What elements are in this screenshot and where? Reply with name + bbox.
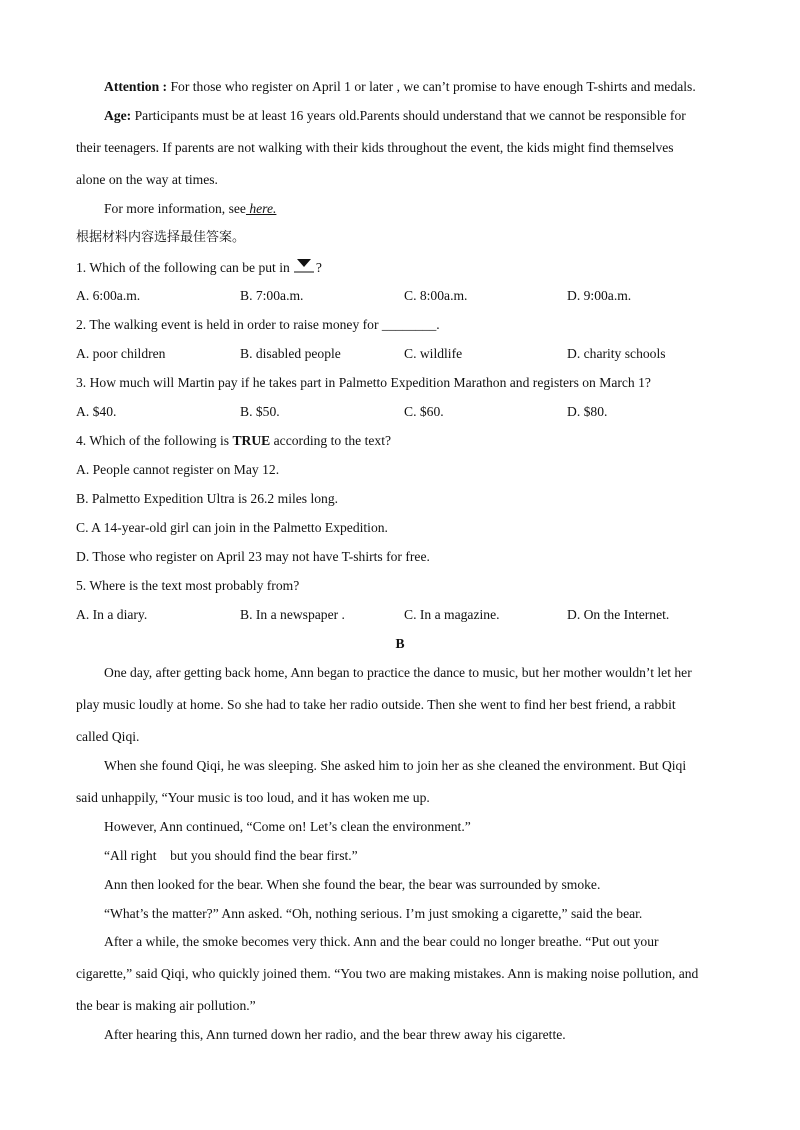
attention-text: For those who register on April 1 or later , we can’t promise to have enough T-shirts and medals. — [170, 79, 696, 94]
question-4-stem — [76, 434, 391, 448]
story-line: “What’s the matter?” Ann asked. “Oh, nothing serious. I’m just smoking a cigarette,” said the bear. — [104, 906, 643, 921]
age-label: Age: — [104, 108, 132, 123]
q3-option-c[interactable]: C. $60. — [404, 404, 444, 419]
story-line: called Qiqi. — [76, 729, 140, 744]
q2-option-c[interactable]: C. wildlife — [404, 346, 463, 361]
question-1-suffix: ? — [315, 260, 322, 275]
instruction: 根据材料内容选择最佳答案。 — [76, 230, 246, 245]
q4-option-b[interactable]: B. Palmetto Expedition Ultra is 26.2 miles long. — [76, 491, 339, 506]
question-3-stem: 3. How much will Martin pay if he takes part in Palmetto Expedition Marathon and registers on March 1? — [76, 375, 651, 390]
q1-option-c[interactable]: C. 8:00a.m. — [404, 288, 468, 303]
more-info-link[interactable]: here. — [245, 201, 277, 216]
age-text-1: Participants must be at least 16 years old.Parents should understand that we cannot be responsible for — [134, 108, 686, 123]
q5-option-a[interactable]: A. In a diary. — [76, 607, 148, 622]
question-1-stem — [76, 259, 322, 275]
age-text-3: alone on the way at times. — [76, 172, 218, 187]
q5-option-b[interactable]: B. In a newspaper . — [240, 607, 345, 622]
question-4-text-pre: 4. Which of the following is — [76, 433, 230, 448]
question-5-stem: 5. Where is the text most probably from? — [76, 578, 300, 593]
q2-option-a[interactable]: A. poor children — [76, 346, 166, 361]
q2-option-d[interactable]: D. charity schools — [567, 346, 666, 361]
q5-option-d[interactable]: D. On the Internet. — [567, 607, 670, 622]
story-line: play music loudly at home. So she had to take her radio outside. Then she went to find her best friend, a rabbit — [76, 697, 676, 712]
question-1-text: 1. Which of the following can be put in — [76, 260, 290, 275]
story-line: When she found Qiqi, he was sleeping. She asked him to join her as she cleaned the environment. But Qiqi — [104, 758, 687, 773]
age-text-2: their teenagers. If parents are not walking with their kids throughout the event, the kids might find themselves — [76, 140, 674, 155]
question-4-text-post: according to the text? — [273, 433, 392, 448]
q2-option-b[interactable]: B. disabled people — [240, 346, 341, 361]
q1-option-d[interactable]: D. 9:00a.m. — [567, 288, 632, 303]
q3-option-a[interactable]: A. $40. — [76, 404, 117, 419]
more-info-line — [104, 202, 276, 216]
q1-option-a[interactable]: A. 6:00a.m. — [76, 288, 141, 303]
story-line: the bear is making air pollution.” — [76, 998, 256, 1013]
attention-line — [104, 80, 696, 94]
story-line: After hearing this, Ann turned down her radio, and the bear threw away his cigarette. — [104, 1027, 566, 1042]
story-line: “All right but you should find the bear first.” — [104, 848, 358, 863]
story-line: After a while, the smoke becomes very thick. Ann and the bear could no longer breathe. “Put out your — [104, 934, 659, 949]
q5-option-c[interactable]: C. In a magazine. — [404, 607, 500, 622]
story-line: Ann then looked for the bear. When she found the bear, the bear was surrounded by smoke. — [104, 877, 601, 892]
story-line: One day, after getting back home, Ann began to practice the dance to music, but her mother wouldn’t let her — [104, 665, 692, 680]
story-line: said unhappily, “Your music is too loud, and it has woken me up. — [76, 790, 430, 805]
story-line: However, Ann continued, “Come on! Let’s clean the environment.” — [104, 819, 471, 834]
q4-option-c[interactable]: C. A 14-year-old girl can join in the Palmetto Expedition. — [76, 520, 388, 535]
q3-option-b[interactable]: B. $50. — [240, 404, 280, 419]
q4-option-d[interactable]: D. Those who register on April 23 may not have T-shirts for free. — [76, 549, 430, 564]
question-2-stem: 2. The walking event is held in order to raise money for ________. — [76, 317, 440, 332]
section-b-heading: B — [395, 636, 405, 651]
q4-option-a[interactable]: A. People cannot register on May 12. — [76, 462, 280, 477]
story-line: cigarette,” said Qiqi, who quickly joined them. “You two are making mistakes. Ann is making noise pollution, and — [76, 966, 699, 981]
q1-option-b[interactable]: B. 7:00a.m. — [240, 288, 304, 303]
more-info-text: For more information, see — [104, 201, 246, 216]
question-4-emphasis: TRUE — [232, 433, 271, 448]
q3-option-d[interactable]: D. $80. — [567, 404, 608, 419]
attention-label: Attention : — [104, 79, 168, 94]
down-triangle-icon — [294, 259, 316, 273]
age-line — [104, 109, 686, 123]
